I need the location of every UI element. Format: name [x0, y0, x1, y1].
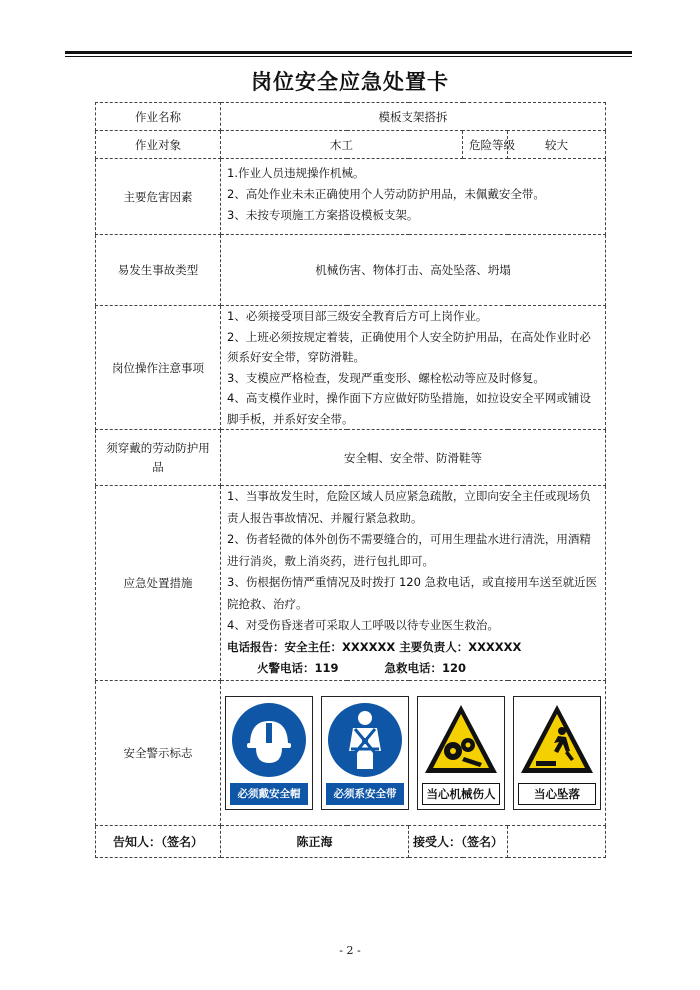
- precautions-list: [221, 306, 606, 430]
- fall-hazard-warning-icon: [518, 701, 596, 779]
- hard-hat-mandatory-icon: [230, 701, 308, 779]
- risk-level-value: 较大: [508, 131, 606, 159]
- row-footer: [96, 825, 606, 857]
- hazards-list: [221, 159, 606, 235]
- sign-safety-harness: [321, 696, 409, 810]
- row-hazards: [96, 159, 606, 235]
- job-target-label: 作业对象: [96, 131, 221, 159]
- fire-emergency-line: 火警电话：119 急救电话：120: [257, 661, 467, 675]
- notifier-signature: 陈正海: [221, 825, 409, 857]
- row-signs: [96, 680, 606, 825]
- hazards-label: 主要危害因素: [96, 159, 221, 235]
- job-name-value: 模板支架搭拆: [221, 103, 606, 131]
- emergency-item: 1、当事故发生时，危险区域人员应紧急疏散，立即向安全主任或现场负责人报告事故情况、并履行紧急救助。: [227, 489, 591, 525]
- accident-types-value: 机械伤害、物体打击、高处坠落、坍塌: [221, 235, 606, 306]
- precaution-item: 2、上班必须按规定着装，正确使用个人安全防护用品，在高处作业时必须系好安全带，穿防滑鞋。: [227, 329, 591, 364]
- ppe-label: 须穿戴的劳动防护用品: [96, 430, 221, 486]
- sign-fall-hazard: [513, 696, 601, 810]
- row-job-target: [96, 131, 606, 159]
- top-rule-thick: [65, 51, 632, 54]
- signs-cell: [221, 680, 606, 825]
- hazard-item: 1.作业人员违规操作机械。: [227, 166, 365, 180]
- precaution-item: 1、必须接受项目部三级安全教育后方可上岗作业。: [227, 309, 488, 323]
- hazard-item: 3、未按专项施工方案搭设模板支架。: [227, 208, 419, 222]
- accident-types-label: 易发生事故类型: [96, 235, 221, 306]
- emergency-item: 4、对受伤昏迷者可采取人工呼吸以待专业医生救治。: [227, 618, 499, 632]
- risk-level-label: 危险等级: [463, 131, 508, 159]
- signs-label: 安全警示标志: [96, 680, 221, 825]
- job-name-label: 作业名称: [96, 103, 221, 131]
- job-target-value: 木工: [221, 131, 463, 159]
- receiver-signature[interactable]: [508, 825, 606, 857]
- emergency-card-table: [95, 102, 606, 858]
- sign-hard-hat: [225, 696, 313, 810]
- precaution-item: 4、高支模作业时，操作面下方应做好防坠措施，如拉设安全平网或铺设脚手板，并系好安全带。: [227, 391, 591, 426]
- ppe-value: 安全帽、安全带、防滑鞋等: [221, 430, 606, 486]
- emergency-item: 2、伤者轻微的体外创伤不需要缝合的，可用生理盐水进行清洗，用酒精进行消炎，敷上消炎药，进行包扎即可。: [227, 532, 591, 568]
- signs-strip: [225, 696, 601, 810]
- sign-machinery-hazard: [417, 696, 505, 810]
- row-emergency: [96, 486, 606, 681]
- emergency-label: 应急处置措施: [96, 486, 221, 681]
- sign-caption: 必须戴安全帽: [230, 783, 308, 805]
- emergency-item: 3、伤根据伤情严重情况及时拨打 120 急救电话，或直接用车送至就近医院抢救、治疗。: [227, 575, 598, 611]
- phone-report-line: 电话报告：安全主任：XXXXXX 主要负责人：XXXXXX: [227, 639, 522, 654]
- receiver-label: 接受人：（签名）: [409, 825, 508, 857]
- page-number: - 2 -: [339, 944, 361, 957]
- row-job-name: [96, 103, 606, 131]
- row-accident-types: [96, 235, 606, 306]
- page-title: 岗位安全应急处置卡: [251, 70, 449, 94]
- emergency-list: [221, 486, 606, 681]
- safety-harness-mandatory-icon: [326, 701, 404, 779]
- precautions-label: 岗位操作注意事项: [96, 306, 221, 430]
- hazard-item: 2、高处作业未未正确使用个人劳动防护用品，未佩戴安全带。: [227, 187, 545, 201]
- notifier-label: 告知人：（签名）: [96, 825, 221, 857]
- sign-caption: 当心机械伤人: [422, 783, 500, 805]
- sign-caption: 必须系安全带: [326, 783, 404, 805]
- sign-caption: 当心坠落: [518, 783, 596, 805]
- row-ppe: [96, 430, 606, 486]
- precaution-item: 3、支模应严格检查，发现严重变形、螺栓松动等应及时修复。: [227, 370, 545, 385]
- top-rule-thin: [65, 56, 632, 57]
- machinery-hazard-warning-icon: [422, 701, 500, 779]
- row-precautions: [96, 306, 606, 430]
